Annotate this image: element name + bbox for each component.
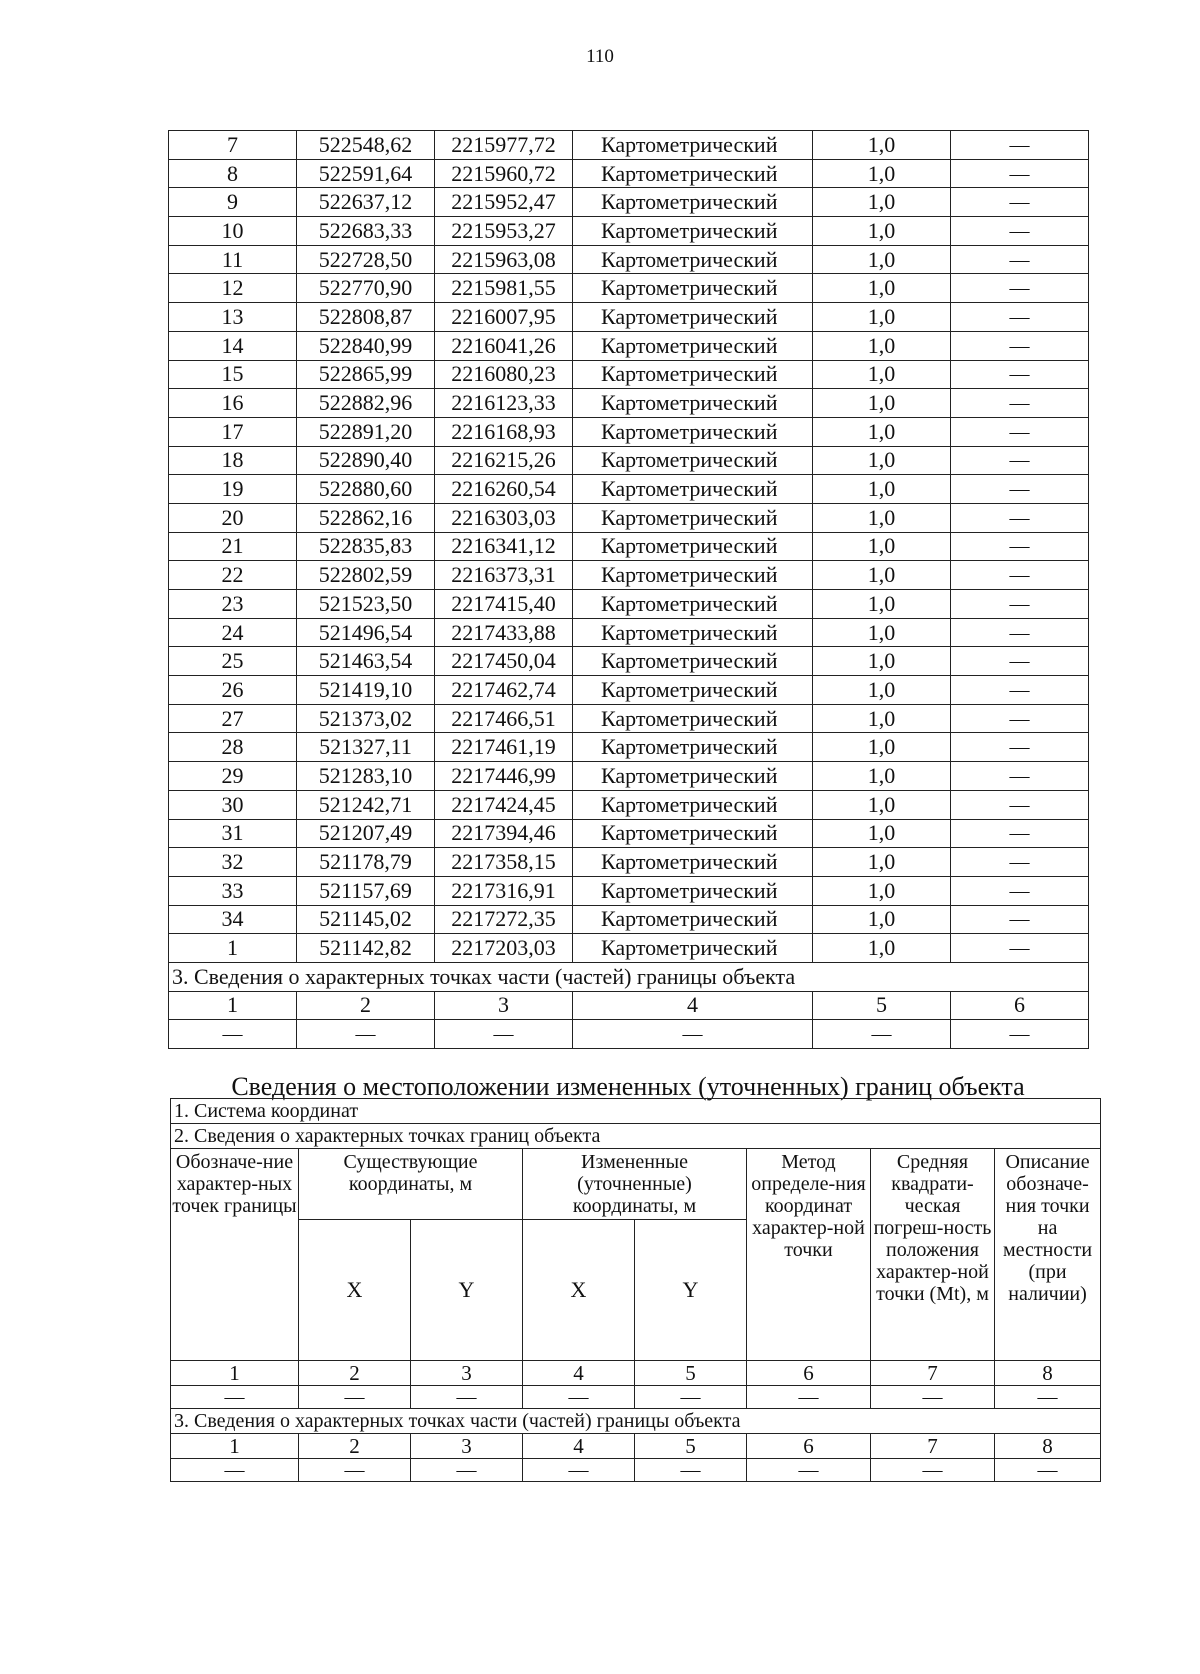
method-cell: Картометрический [573,417,813,446]
point-number-cell: 31 [169,819,297,848]
x-coordinate-cell: 522835,83 [297,532,435,561]
description-cell: — [951,475,1089,504]
point-number-cell: 24 [169,618,297,647]
method-cell: Картометрический [573,790,813,819]
col-number: 4 [523,1361,635,1386]
description-cell: — [951,618,1089,647]
col-number: 6 [951,991,1089,1020]
y-coordinate-cell: 2217446,99 [435,762,573,791]
mse-cell: 1,0 [813,417,951,446]
mse-cell: 1,0 [813,503,951,532]
table-row [169,647,1089,676]
description-cell: — [951,676,1089,705]
y-coordinate-cell: 2216215,26 [435,446,573,475]
mse-cell: 1,0 [813,274,951,303]
dash-cell: — [813,1020,951,1049]
table-row [169,532,1089,561]
description-cell: — [951,389,1089,418]
table-row [169,475,1089,504]
mse-cell: 1,0 [813,131,951,160]
mse-cell: 1,0 [813,819,951,848]
table-row [169,274,1089,303]
x-coordinate-cell: 521207,49 [297,819,435,848]
point-number-cell: 10 [169,217,297,246]
x-coordinate-cell: 522862,16 [297,503,435,532]
x-coordinate-cell: 521142,82 [297,934,435,963]
description-cell: — [951,876,1089,905]
x-coordinate-cell: 522890,40 [297,446,435,475]
y-coordinate-cell: 2217316,91 [435,876,573,905]
description-cell: — [951,733,1089,762]
y-coordinate-cell: 2217358,15 [435,848,573,877]
method-cell: Картометрический [573,475,813,504]
description-cell: — [951,790,1089,819]
mse-cell: 1,0 [813,331,951,360]
section3-col-numbers [169,991,1089,1020]
method-cell: Картометрический [573,131,813,160]
y-coordinate-cell: 2217394,46 [435,819,573,848]
col-number: 6 [747,1434,871,1459]
page-number: 110 [586,46,614,67]
table-row [169,876,1089,905]
header-mse: Средняя квадрати-ческая погреш-ность положения характер-ной точки (Mt), м [871,1149,995,1361]
table-row [169,905,1089,934]
description-cell: — [951,131,1089,160]
point-number-cell: 30 [169,790,297,819]
mse-cell: 1,0 [813,159,951,188]
col-number: 2 [299,1434,411,1459]
y-coordinate-cell: 2215953,27 [435,217,573,246]
description-cell: — [951,503,1089,532]
description-cell: — [951,905,1089,934]
method-cell: Картометрический [573,676,813,705]
point-number-cell: 33 [169,876,297,905]
dash-cell: — [995,1386,1101,1409]
method-cell: Картометрический [573,331,813,360]
table-row [169,446,1089,475]
table-row [169,331,1089,360]
table-row [169,159,1089,188]
y-coordinate-cell: 2216123,33 [435,389,573,418]
mse-cell: 1,0 [813,532,951,561]
y-coordinate-cell: 2216007,95 [435,303,573,332]
section3-title: 3. Сведения о характерных точках части (частей) границы объекта [171,1409,1101,1434]
method-cell: Картометрический [573,934,813,963]
mse-cell: 1,0 [813,245,951,274]
table-row [169,676,1089,705]
section3-dash-row [169,1020,1089,1049]
col-number: 8 [995,1361,1101,1386]
mse-cell: 1,0 [813,446,951,475]
x-coordinate-cell: 522548,62 [297,131,435,160]
point-number-cell: 16 [169,389,297,418]
col-number: 1 [171,1361,299,1386]
col-number: 1 [171,1434,299,1459]
y-coordinate-cell: 2217433,88 [435,618,573,647]
y-coordinate-cell: 2215963,08 [435,245,573,274]
dash-cell: — [951,1020,1089,1049]
x-coordinate-cell: 521327,11 [297,733,435,762]
description-cell: — [951,331,1089,360]
x-coordinate-cell: 522770,90 [297,274,435,303]
section3-dash-row [171,1459,1101,1482]
point-number-cell: 13 [169,303,297,332]
method-cell: Картометрический [573,274,813,303]
method-cell: Картометрический [573,590,813,619]
mse-cell: 1,0 [813,790,951,819]
col-numbers-row [171,1361,1101,1386]
header-existing-x: X [299,1220,411,1361]
y-coordinate-cell: 2215960,72 [435,159,573,188]
x-coordinate-cell: 521523,50 [297,590,435,619]
x-coordinate-cell: 522808,87 [297,303,435,332]
x-coordinate-cell: 521242,71 [297,790,435,819]
table-row [169,561,1089,590]
table-row [169,790,1089,819]
point-number-cell: 19 [169,475,297,504]
mse-cell: 1,0 [813,618,951,647]
x-coordinate-cell: 522891,20 [297,417,435,446]
table-row [169,360,1089,389]
dash-cell: — [171,1386,299,1409]
description-cell: — [951,647,1089,676]
header-row-1 [171,1149,1101,1220]
point-number-cell: 28 [169,733,297,762]
table-row [169,934,1089,963]
y-coordinate-cell: 2216303,03 [435,503,573,532]
section3-row [169,962,1089,991]
y-coordinate-cell: 2216260,54 [435,475,573,504]
table-row [169,303,1089,332]
x-coordinate-cell: 521145,02 [297,905,435,934]
method-cell: Картометрический [573,618,813,647]
description-cell: — [951,217,1089,246]
dash-cell: — [747,1459,871,1482]
y-coordinate-cell: 2217461,19 [435,733,573,762]
mse-cell: 1,0 [813,733,951,762]
x-coordinate-cell: 521283,10 [297,762,435,791]
col-number: 5 [813,991,951,1020]
y-coordinate-cell: 2216373,31 [435,561,573,590]
coordinate-system-label: 1. Система координат [171,1099,1101,1124]
table-row [169,762,1089,791]
dash-cell: — [169,1020,297,1049]
method-cell: Картометрический [573,704,813,733]
col-number: 7 [871,1434,995,1459]
x-coordinate-cell: 521496,54 [297,618,435,647]
table-row [169,188,1089,217]
dash-cell: — [747,1386,871,1409]
description-cell: — [951,561,1089,590]
point-number-cell: 29 [169,762,297,791]
x-coordinate-cell: 521178,79 [297,848,435,877]
method-cell: Картометрический [573,446,813,475]
method-cell: Картометрический [573,561,813,590]
mse-cell: 1,0 [813,590,951,619]
table-row [169,848,1089,877]
y-coordinate-cell: 2217424,45 [435,790,573,819]
method-cell: Картометрический [573,188,813,217]
points-section-label: 2. Сведения о характерных точках границ объекта [171,1124,1101,1149]
section3-title: 3. Сведения о характерных точках части (частей) границы объекта [169,962,1089,991]
dash-cell: — [523,1386,635,1409]
method-cell: Картометрический [573,647,813,676]
method-cell: Картометрический [573,532,813,561]
method-cell: Картометрический [573,848,813,877]
x-coordinate-cell: 522840,99 [297,331,435,360]
points-table [168,130,1089,1049]
changed-boundaries-table [170,1098,1101,1482]
description-cell: — [951,446,1089,475]
col-number: 3 [411,1361,523,1386]
description-cell: — [951,274,1089,303]
table-row [169,590,1089,619]
y-coordinate-cell: 2217272,35 [435,905,573,934]
dash-row [171,1386,1101,1409]
point-number-cell: 23 [169,590,297,619]
description-cell: — [951,532,1089,561]
col-number: 3 [435,991,573,1020]
table-row [169,503,1089,532]
point-number-cell: 17 [169,417,297,446]
x-coordinate-cell: 521373,02 [297,704,435,733]
description-cell: — [951,303,1089,332]
mse-cell: 1,0 [813,704,951,733]
section3-col-numbers [171,1434,1101,1459]
y-coordinate-cell: 2217450,04 [435,647,573,676]
header-designation: Обозначе-ние характер-ных точек границы [171,1149,299,1361]
points-table-body [169,131,1089,963]
point-number-cell: 34 [169,905,297,934]
method-cell: Картометрический [573,503,813,532]
dash-cell: — [523,1459,635,1482]
x-coordinate-cell: 521157,69 [297,876,435,905]
table-row [169,618,1089,647]
method-cell: Картометрический [573,303,813,332]
header-method: Метод определе-ния координат характер-ной точки [747,1149,871,1361]
point-number-cell: 26 [169,676,297,705]
mse-cell: 1,0 [813,188,951,217]
col-number: 5 [635,1361,747,1386]
dash-cell: — [411,1386,523,1409]
header-changed-y: Y [635,1220,747,1361]
dash-cell: — [635,1386,747,1409]
x-coordinate-cell: 522882,96 [297,389,435,418]
point-number-cell: 15 [169,360,297,389]
description-cell: — [951,848,1089,877]
y-coordinate-cell: 2217415,40 [435,590,573,619]
header-existing-y: Y [411,1220,523,1361]
y-coordinate-cell: 2217462,74 [435,676,573,705]
x-coordinate-cell: 522865,99 [297,360,435,389]
y-coordinate-cell: 2216341,12 [435,532,573,561]
point-number-cell: 21 [169,532,297,561]
col-number: 4 [523,1434,635,1459]
mse-cell: 1,0 [813,848,951,877]
y-coordinate-cell: 2216041,26 [435,331,573,360]
header-changed-x: X [523,1220,635,1361]
mse-cell: 1,0 [813,676,951,705]
y-coordinate-cell: 2216080,23 [435,360,573,389]
description-cell: — [951,590,1089,619]
mse-cell: 1,0 [813,905,951,934]
dash-cell: — [297,1020,435,1049]
point-number-cell: 7 [169,131,297,160]
point-number-cell: 8 [169,159,297,188]
y-coordinate-cell: 2217203,03 [435,934,573,963]
dash-cell: — [299,1386,411,1409]
mse-cell: 1,0 [813,217,951,246]
point-number-cell: 14 [169,331,297,360]
point-number-cell: 1 [169,934,297,963]
col-number: 2 [299,1361,411,1386]
dash-cell: — [171,1459,299,1482]
col-number: 4 [573,991,813,1020]
mse-cell: 1,0 [813,303,951,332]
col-number: 5 [635,1434,747,1459]
y-coordinate-cell: 2215977,72 [435,131,573,160]
dash-cell: — [435,1020,573,1049]
description-cell: — [951,245,1089,274]
dash-cell: — [573,1020,813,1049]
point-number-cell: 27 [169,704,297,733]
col-number: 8 [995,1434,1101,1459]
description-cell: — [951,360,1089,389]
description-cell: — [951,934,1089,963]
point-number-cell: 9 [169,188,297,217]
mse-cell: 1,0 [813,876,951,905]
x-coordinate-cell: 522591,64 [297,159,435,188]
dash-cell: — [871,1386,995,1409]
table-row [169,819,1089,848]
table-row [169,389,1089,418]
table-row [169,704,1089,733]
mse-cell: 1,0 [813,360,951,389]
col-number: 1 [169,991,297,1020]
table-row [169,245,1089,274]
point-number-cell: 12 [169,274,297,303]
table-row [169,417,1089,446]
method-cell: Картометрический [573,819,813,848]
method-cell: Картометрический [573,876,813,905]
method-cell: Картометрический [573,245,813,274]
table-row [169,217,1089,246]
description-cell: — [951,819,1089,848]
method-cell: Картометрический [573,360,813,389]
col-number: 2 [297,991,435,1020]
method-cell: Картометрический [573,159,813,188]
point-number-cell: 25 [169,647,297,676]
section3-row [171,1409,1101,1434]
point-number-cell: 11 [169,245,297,274]
header-existing-coordinates: Существующие координаты, м [299,1149,523,1220]
x-coordinate-cell: 522637,12 [297,188,435,217]
mse-cell: 1,0 [813,561,951,590]
description-cell: — [951,188,1089,217]
method-cell: Картометрический [573,762,813,791]
col-number: 7 [871,1361,995,1386]
x-coordinate-cell: 522683,33 [297,217,435,246]
points-section-row [171,1124,1101,1149]
header-description: Описание обозначе-ния точки на местности (при наличии) [995,1149,1101,1361]
y-coordinate-cell: 2215981,55 [435,274,573,303]
y-coordinate-cell: 2217466,51 [435,704,573,733]
col-number: 6 [747,1361,871,1386]
point-number-cell: 20 [169,503,297,532]
y-coordinate-cell: 2215952,47 [435,188,573,217]
changed-boundaries-heading: Сведения о местоположении измененных (уточненных) границ объекта [231,1072,1025,1101]
description-cell: — [951,159,1089,188]
dash-cell: — [299,1459,411,1482]
x-coordinate-cell: 521419,10 [297,676,435,705]
y-coordinate-cell: 2216168,93 [435,417,573,446]
x-coordinate-cell: 521463,54 [297,647,435,676]
dash-cell: — [871,1459,995,1482]
x-coordinate-cell: 522728,50 [297,245,435,274]
dash-cell: — [411,1459,523,1482]
table-row [169,131,1089,160]
dash-cell: — [995,1459,1101,1482]
method-cell: Картометрический [573,389,813,418]
mse-cell: 1,0 [813,475,951,504]
point-number-cell: 22 [169,561,297,590]
header-changed-coordinates: Измененные (уточненные) координаты, м [523,1149,747,1220]
mse-cell: 1,0 [813,647,951,676]
method-cell: Картометрический [573,733,813,762]
table-row [169,733,1089,762]
mse-cell: 1,0 [813,762,951,791]
method-cell: Картометрический [573,905,813,934]
x-coordinate-cell: 522880,60 [297,475,435,504]
mse-cell: 1,0 [813,389,951,418]
mse-cell: 1,0 [813,934,951,963]
x-coordinate-cell: 522802,59 [297,561,435,590]
description-cell: — [951,417,1089,446]
point-number-cell: 18 [169,446,297,475]
dash-cell: — [635,1459,747,1482]
description-cell: — [951,762,1089,791]
method-cell: Картометрический [573,217,813,246]
description-cell: — [951,704,1089,733]
coordinate-system-row [171,1099,1101,1124]
col-number: 3 [411,1434,523,1459]
point-number-cell: 32 [169,848,297,877]
